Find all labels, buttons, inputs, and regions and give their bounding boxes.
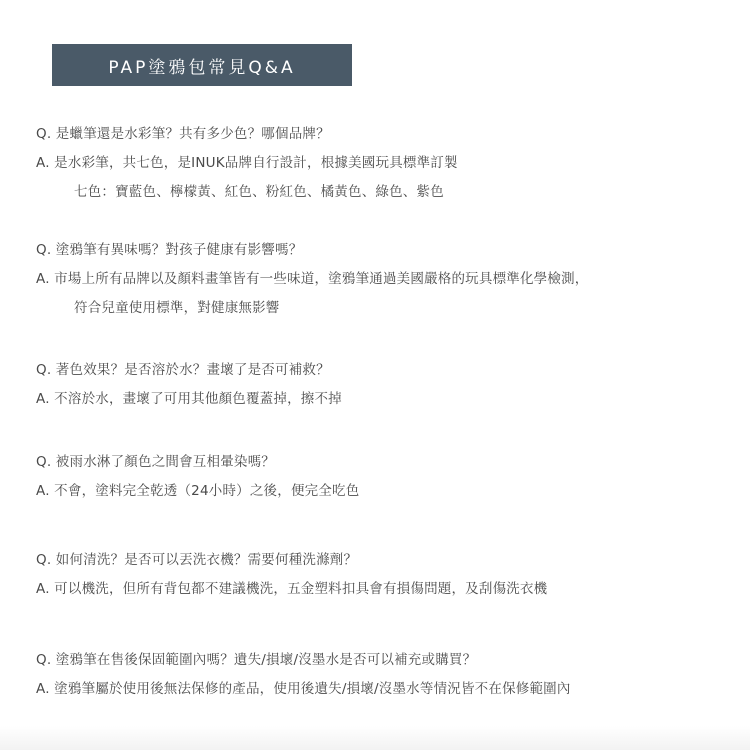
qa-item-1 <box>36 120 736 207</box>
qa-item-6 <box>36 646 736 704</box>
answer-5: A. 可以機洗，但所有背包都不建議機洗，五金塑料扣具會有損傷問題，及刮傷洗衣機 <box>36 581 548 597</box>
question-6: Q. 塗鴉筆在售後保固範圍內嗎？遺失/損壞/沒墨水是否可以補充或購買？ <box>36 652 477 668</box>
question-2: Q. 塗鴉筆有異味嗎？對孩子健康有影響嗎？ <box>36 242 303 258</box>
answer-2: A. 市場上所有品牌以及顏料畫筆皆有一些味道，塗鴉筆通過美國嚴格的玩具標準化學檢測， <box>36 271 589 287</box>
question-5: Q. 如何清洗？是否可以丟洗衣機？需要何種洗滌劑？ <box>36 552 358 568</box>
question-3: Q. 著色效果？是否溶於水？畫壞了是否可補救？ <box>36 362 330 378</box>
page-title: PAP塗鴉包常見Q&A <box>108 57 296 78</box>
answer-3: A. 不溶於水，畫壞了可用其他顏色覆蓋掉，擦不掉 <box>36 391 342 407</box>
bottom-fade <box>0 726 750 750</box>
answer-1: A. 是水彩筆，共七色，是INUK品牌自行設計，根據美國玩具標準訂製 <box>36 155 458 171</box>
question-1: Q. 是蠟筆還是水彩筆？共有多少色？哪個品牌？ <box>36 126 330 142</box>
qa-item-4 <box>36 448 736 506</box>
answer-1-detail: 七色：寶藍色、檸檬黃、紅色、粉紅色、橘黃色、綠色、紫色 <box>74 184 444 200</box>
qa-item-2 <box>36 236 736 323</box>
answer-4: A. 不會，塗料完全乾透（24小時）之後，便完全吃色 <box>36 483 360 499</box>
answer-2-detail: 符合兒童使用標準，對健康無影響 <box>74 300 280 316</box>
question-4: Q. 被雨水淋了顏色之間會互相暈染嗎？ <box>36 454 276 470</box>
page-title-banner <box>52 44 352 86</box>
qa-item-3 <box>36 356 736 414</box>
answer-6: A. 塗鴉筆屬於使用後無法保修的產品，使用後遺失/損壞/沒墨水等情況皆不在保修範圍內 <box>36 681 571 697</box>
qa-item-5 <box>36 546 736 604</box>
